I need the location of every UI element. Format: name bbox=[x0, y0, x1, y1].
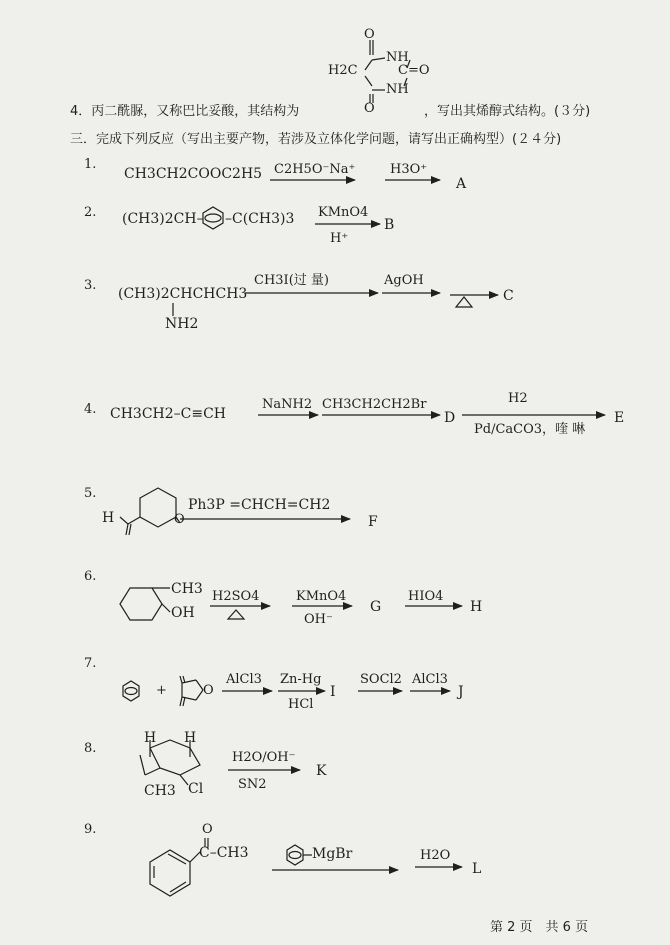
r7-intermediate-i: I bbox=[330, 684, 336, 700]
r7-reagent-2-top: Zn-Hg bbox=[280, 672, 322, 687]
r7-product-j: J bbox=[458, 684, 464, 700]
r4-reagent-3-top: H2 bbox=[508, 391, 528, 406]
r8-chair-structure bbox=[140, 740, 200, 785]
r4-substrate: CH3CH2–C≡CH bbox=[110, 406, 227, 422]
q4-text-right: ，写出其烯醇式结构。(３分) bbox=[424, 104, 591, 119]
r8-h-right: H bbox=[184, 730, 197, 746]
r8-reagent-top: H2O/OH⁻ bbox=[232, 750, 296, 765]
r4-intermediate-d: D bbox=[444, 410, 456, 426]
r4-number: 4. bbox=[84, 402, 97, 417]
r6-heat-triangle bbox=[228, 610, 244, 619]
r3-heat-triangle bbox=[456, 297, 472, 307]
r2-benzene-ring bbox=[203, 207, 223, 229]
section-3-title: 三．完成下列反应（写出主要产物，若涉及立体化学问题，请写出正确构型）(２４分) bbox=[70, 132, 562, 147]
r7-number: 7. bbox=[84, 656, 97, 671]
r2-right-group: –C(CH3)3 bbox=[225, 211, 295, 227]
r5-aldehyde-h: H bbox=[102, 510, 115, 526]
r2-reagent-bottom: H⁺ bbox=[330, 231, 349, 246]
r7-reagent-4: AlCl3 bbox=[412, 672, 448, 687]
r5-lactone-structure bbox=[120, 488, 180, 535]
barbituric-nh-bottom: NH bbox=[386, 82, 409, 97]
r1-product-a: A bbox=[456, 176, 467, 192]
r2-left-group: (CH3)2CH– bbox=[122, 211, 204, 227]
r6-reagent-2-top: KMnO4 bbox=[296, 589, 347, 604]
barbituric-o-bottom: O bbox=[364, 101, 375, 116]
r6-cyclohexane-structure bbox=[120, 588, 170, 620]
r9-phenyl-ring bbox=[287, 845, 312, 865]
r6-product-h: H bbox=[470, 599, 483, 615]
r9-product-l: L bbox=[472, 861, 482, 877]
barbituric-h2c: H2C bbox=[328, 63, 358, 78]
r6-reagent-2-bottom: OH⁻ bbox=[304, 612, 333, 627]
r5-product-f: F bbox=[368, 514, 378, 530]
r9-reagent-2: H2O bbox=[420, 848, 451, 863]
r1-reagent-2: H3O⁺ bbox=[390, 162, 428, 177]
r1-reagent-1: C2H5O⁻Na⁺ bbox=[274, 162, 356, 177]
r4-reagent-2: CH3CH2CH2Br bbox=[322, 397, 427, 412]
r3-nh2: NH2 bbox=[165, 316, 199, 332]
r2-number: 2. bbox=[84, 205, 97, 220]
r2-reagent-top: KMnO4 bbox=[318, 205, 369, 220]
r6-intermediate-g: G bbox=[370, 599, 382, 615]
r3-product-c: C bbox=[503, 288, 514, 304]
r5-reagent: Ph3P =CHCH=CH2 bbox=[188, 497, 331, 513]
r3-reagent-1: CH3I(过 量) bbox=[254, 273, 329, 288]
r3-reagent-2: AgOH bbox=[384, 273, 424, 288]
r9-number: 9. bbox=[84, 822, 97, 837]
barbituric-o-top: O bbox=[364, 27, 375, 42]
r3-substrate: (CH3)2CHCHCH3 bbox=[118, 286, 248, 302]
r1-number: 1. bbox=[84, 157, 97, 172]
r6-methyl: CH3 bbox=[171, 581, 203, 597]
r5-number: 5. bbox=[84, 486, 97, 501]
r6-reagent-3: HIO4 bbox=[408, 589, 444, 604]
r4-reagent-1: NaNH2 bbox=[262, 397, 313, 412]
r9-grignard: MgBr bbox=[312, 846, 353, 862]
r6-reagent-1: H2SO4 bbox=[212, 589, 260, 604]
r7-anhydride-structure bbox=[180, 676, 203, 706]
r1-substrate: CH3CH2COOC2H5 bbox=[124, 166, 263, 182]
r7-reagent-3: SOCl2 bbox=[360, 672, 402, 687]
r7-benzene-ring bbox=[123, 681, 139, 701]
r5-ring-o: O bbox=[174, 512, 185, 527]
r3-number: 3. bbox=[84, 278, 97, 293]
r7-plus: + bbox=[156, 683, 167, 698]
r6-number: 6. bbox=[84, 569, 97, 584]
r4-reagent-3-bottom: Pd/CaCO3，喹 啉 bbox=[474, 422, 586, 437]
r4-product-e: E bbox=[614, 410, 625, 426]
r8-reagent-bottom: SN2 bbox=[238, 777, 267, 792]
r9-acetyl: C–CH3 bbox=[199, 845, 249, 861]
r6-hydroxyl: OH bbox=[171, 605, 195, 621]
r8-methyl: CH3 bbox=[144, 783, 176, 799]
barbituric-nh-top: NH bbox=[386, 50, 409, 65]
r8-h-left: H bbox=[144, 730, 157, 746]
q4-text-left: 4．丙二酰脲，又称巴比妥酸，其结构为 bbox=[70, 104, 300, 119]
r8-number: 8. bbox=[84, 741, 97, 756]
r8-product-k: K bbox=[316, 763, 327, 779]
r8-chloro: Cl bbox=[188, 781, 204, 797]
barbituric-c-right: C=O bbox=[398, 63, 430, 78]
r2-product-b: B bbox=[384, 217, 395, 233]
r7-reagent-2-bottom: HCl bbox=[288, 697, 314, 712]
r7-ring-o: O bbox=[203, 683, 214, 698]
r7-reagent-1: AlCl3 bbox=[226, 672, 262, 687]
page-footer: 第 2 页 共 6 页 bbox=[490, 920, 589, 935]
r9-carbonyl-o: O bbox=[202, 822, 213, 837]
